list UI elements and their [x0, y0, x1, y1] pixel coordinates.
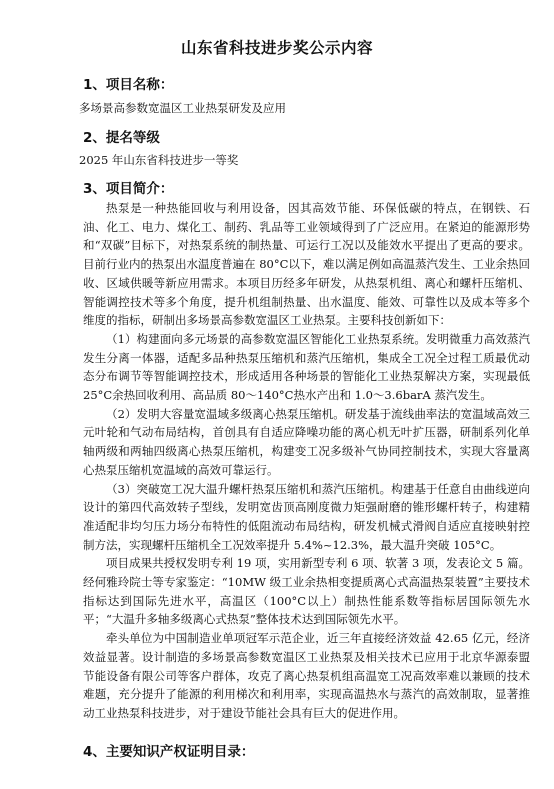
- section-heading-nomination-level: 2、提名等级: [83, 130, 160, 146]
- nomination-level-text: 2025 年山东省科技进步一等奖: [79, 153, 239, 167]
- project-summary-body: [83, 199, 530, 723]
- section-heading-project-summary: 3、项目简介：: [83, 181, 174, 197]
- summary-paragraph: 热泵是一种热能回收与利用设备，因其高效节能、环保低碳的特点，在钢铁、石油、化工、电力、煤化工、制药、乳品等工业领域得到了广泛应用。在紧迫的能源形势和“双碳”目标下，对热泵系统的制热量、可运行工况以及能效水平提出了更高的要求。目前行业内的热泵出水温度普遍在 80°C以下，难以满足例如高温蒸汽发生、工业余热回收、区域供暖等新应用需求。本项目历经多年研发，从热泵机组、离心和螺杆压缩机、智能调控技术等多个角度，提升机组制热量、出水温度、能效、可靠性以及成本等多个维度的指标，研制出多场景高参数宽温区工业热泵。主要科技创新如下：: [83, 201, 530, 328]
- section-heading-ip-catalog: 4、主要知识产权证明目录：: [83, 744, 255, 760]
- innovation-paragraph-1: （1）构建面向多元场景的高参数宽温区智能化工业热泵系统。发明微重力高效蒸汽发生分离一体器，适配多品种热泵压缩机和蒸汽压缩机，集成全工况全过程工质最优动态分布调节等智能调控技术，形成适用各种场景的智能化工业热泵解决方案，实现最低 25°C余热回收利用、高品质 80～140°C热水产出和 1.0～3.6barA 蒸汽发生。: [83, 331, 530, 403]
- project-name-text: 多场景高参数宽温区工业热泵研发及应用: [79, 101, 286, 115]
- section-heading-project-name: 1、项目名称：: [83, 77, 174, 93]
- benefits-paragraph: 牵头单位为中国制造业单项冠军示范企业，近三年直接经济效益 42.65 亿元，经济效益显著。设计制造的多场景高参数宽温区工业热泵及相关技术已应用于北京华源泰盟节能设备有限公司等客户群体，攻克了离心热泵机组高温宽工况高效率难以兼顾的技术难题，充分提升了能源的利用梯次和利用率，实现高温热水与蒸汽的高效制取，显著推动工业热泵科技进步，对于建设节能社会具有巨大的促进作用。: [83, 631, 530, 720]
- innovation-paragraph-2: （2）发明大容量宽温域多级离心热泵压缩机。研发基于流线曲率法的宽温域高效三元叶轮和气动布局结构，首创具有自适应降噪功能的离心机无叶扩压器，研制系列化单轴两级和两轴四级离心热泵压缩机，构建变工况多级补气协同控制技术，实现大容量离心热泵压缩机宽温域的高效可靠运行。: [83, 406, 530, 477]
- innovation-paragraph-3: （3）突破宽工况大温升螺杆热泵压缩机和蒸汽压缩机。构建基于任意自由曲线逆向设计的第四代高效转子型线，发明宽齿顶高刚度微力矩强耐磨的锥形螺杆转子，构建精准适配非均匀压力场分布特性的低阻流动布局结构，研发机械式滑阀自适应直接映射控制方法，实现螺杆压缩机全工况效率提升 5.4%~12.3%，最大温升突破 105°C。: [83, 481, 530, 552]
- achievements-paragraph: 项目成果共授权发明专利 19 项，实用新型专利 6 项、软著 3 项，发表论文 5 篇。经何雅玲院士等专家鉴定：“10MW 级工业余热相变提质离心式高温热泵装置”主要技术指标达到国际先进水平，高温区（100°C以上）制热性能系数等指标居国际领先水平；“大温升多轴多级离心式热泵”整体技术达到国际领先水平。: [83, 556, 530, 627]
- page-title: 山东省科技进步奖公示内容: [180, 39, 373, 57]
